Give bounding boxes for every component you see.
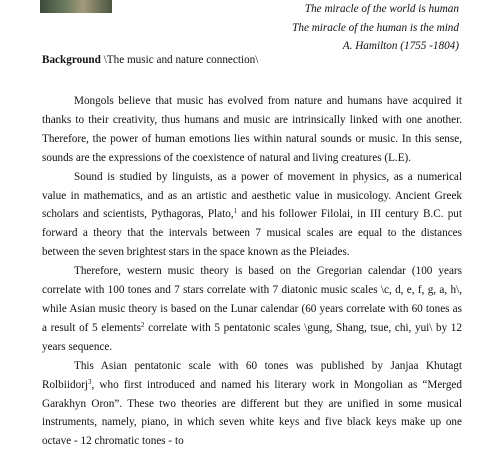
paragraph-4-text-b: , who first introduced and named his literary work in Mongolian as “Merged Garakhyn Oron”. These two theories are different but they are unified in some musical instruments, namely, piano, in which seven white keys and five black keys make up one octave - 12 chromatic tones - to (42, 378, 462, 448)
paragraph-2 (42, 168, 462, 263)
paragraph-4 (42, 357, 462, 451)
paragraph-1-text: Mongols believe that music has evolved from nature and humans have acquired it thanks to their creativity, thus humans and music are intrinsically linked with one another. Therefore, the power of human emotions lies within natural sounds or music. In this sense, sounds are the expressions of the coexistence of natural and living creatures (L.E). (42, 95, 462, 164)
footnote-ref-1[interactable]: 1 (233, 207, 238, 216)
footnote-ref-2[interactable]: 2 (141, 320, 145, 329)
paragraph-4-text-a: This Asian pentatonic scale with 60 tones was published by Janjaa Khutagt Rolbiidorj (42, 359, 462, 391)
paragraph-1 (42, 92, 462, 168)
section-title: \The music and nature connection\ (103, 54, 259, 66)
epigraph-attribution: A. Hamilton (1755 -1804) (342, 40, 459, 52)
paragraph-3-text-a: Therefore, western music theory is based on the Gregorian calendar (100 years correlate with 100 tones and 7 stars correlate with 7 diatonic music scales \c, d, e, f, g, a, h\, while Asian music theory is based on the Lunar calendar (60 years correlate with 60 tones as a result of 5 elements (42, 265, 462, 334)
paragraph-2-text-b: and his follower Filolai, in III century B.C. put forward a theory that the intervals between 7 musical scales are equal to the distances between the seven brightest stars in the space known as the Pleiades. (42, 208, 463, 259)
document-body (42, 92, 462, 451)
paragraph-2-text-a: Sound is studied by linguists, as a power of movement in physics, as a numerical value in mathematics, and as an artistic and aesthetic value in musicology. Ancient Greek scholars and scientists, Pythagoras, Plato, (42, 170, 462, 221)
paragraph-3-text-b: correlate with 5 pentatonic scales \gung, Shang, tsue, chi, yui\ by 12 years sequence. (42, 321, 462, 353)
section-heading (42, 54, 258, 66)
epigraph-line-1: The miracle of the world is human (304, 3, 459, 15)
epigraph-line-2: The miracle of the human is the mind (292, 21, 459, 34)
epigraph (199, 0, 459, 56)
section-label: Background (42, 54, 101, 66)
header-photo (40, 0, 112, 13)
footnote-ref-3[interactable]: 3 (88, 377, 92, 386)
paragraph-3 (42, 262, 462, 357)
